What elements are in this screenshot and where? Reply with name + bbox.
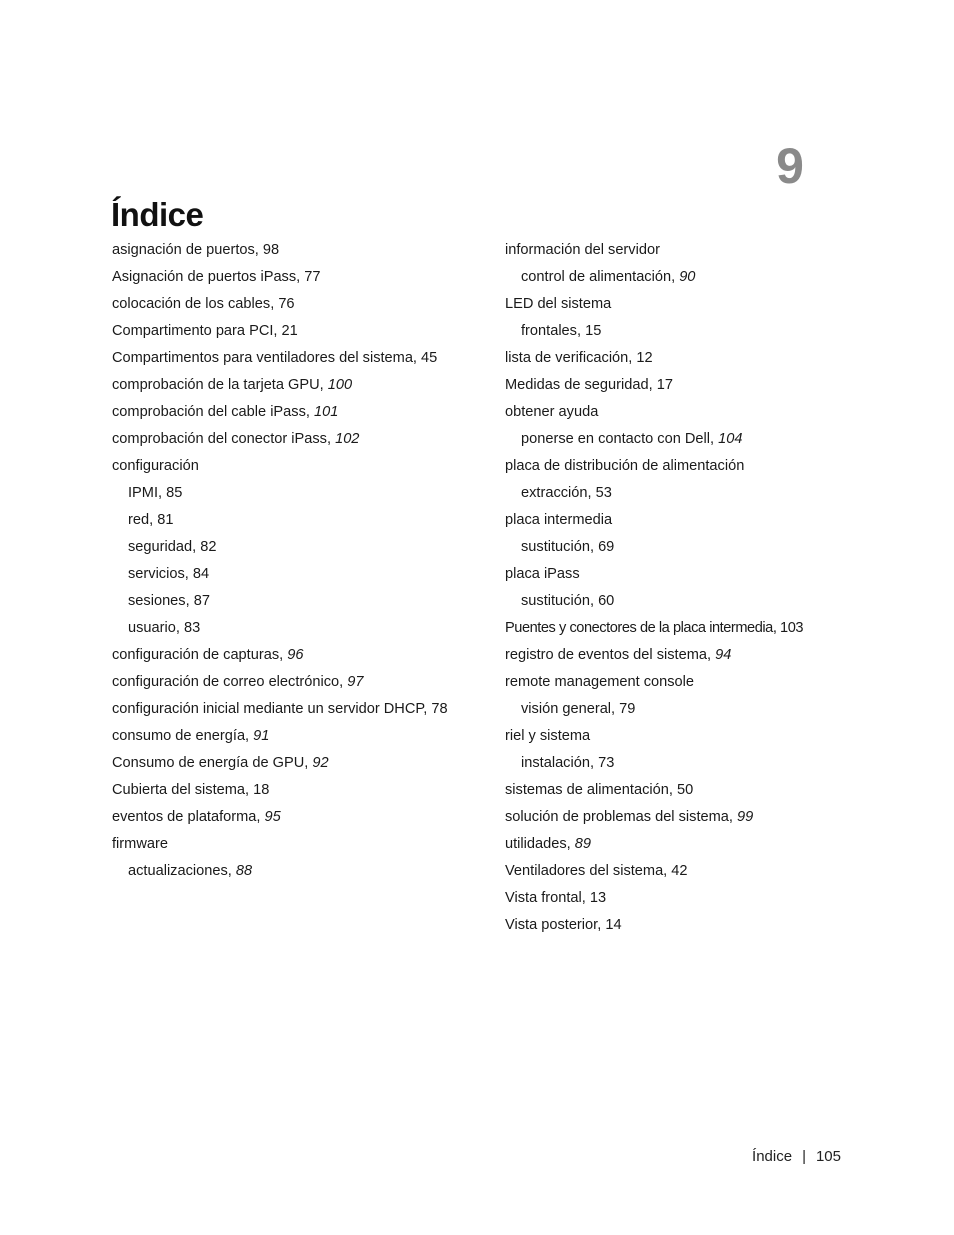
index-term: comprobación del conector iPass, [112,430,336,447]
index-entry [505,614,845,641]
index-page-number: 77 [304,268,321,285]
index-page-number: 89 [574,835,592,852]
index-entry [112,344,462,371]
index-subentry [505,587,845,614]
index-entry [505,830,845,857]
index-entry [112,830,462,857]
index-term: configuración de capturas, [112,646,288,663]
index-subentry [112,614,462,641]
index-entry [112,749,462,776]
index-entry [505,803,845,830]
index-page-number: 102 [335,430,360,447]
index-page-number: 81 [157,511,174,528]
index-entry [112,668,462,695]
index-entry [505,668,845,695]
index-column-left [112,236,462,884]
index-page-number: 91 [253,727,270,744]
index-entry [505,911,845,938]
index-subentry [505,533,845,560]
index-term: Compartimentos para ventiladores del sistema, [112,349,422,366]
chapter-number: 9 [776,138,804,194]
index-entry [505,641,845,668]
index-term: remote management console [505,673,695,690]
index-term: control de alimentación, [521,268,680,285]
index-entry [112,317,462,344]
index-page-number: 17 [656,376,673,393]
index-page-number: 78 [431,700,448,717]
index-term: registro de eventos del sistema, [505,646,716,663]
index-entry [112,290,462,317]
index-term: comprobación del cable iPass, [112,403,314,420]
index-entry [505,776,845,803]
index-entry [505,506,845,533]
index-entry [112,803,462,830]
index-entry [505,884,845,911]
index-page-number: 82 [200,538,217,555]
index-entry [112,776,462,803]
index-term: placa iPass [505,565,580,582]
index-term: placa intermedia [505,511,613,528]
index-entry [112,371,462,398]
index-term: Puentes y conectores de la placa intermedia, [505,619,781,636]
index-page-number: 13 [589,889,607,906]
index-entry [112,695,462,722]
index-subentry [505,479,845,506]
index-term: configuración de correo electrónico, [112,673,348,690]
index-term: actualizaciones, [128,862,236,879]
index-page-number: 84 [192,565,210,582]
index-entry [505,857,845,884]
index-term: configuración inicial mediante un servidor DHCP, [112,700,432,717]
index-term: seguridad, [128,538,201,555]
index-entry [112,236,462,263]
index-page-number: 90 [679,268,696,285]
index-page-number: 100 [327,376,353,393]
index-entry [505,236,845,263]
index-term: frontales, [521,322,586,339]
index-page-number: 87 [193,592,210,609]
index-entry [112,398,462,425]
index-entry [505,722,845,749]
index-page-number: 18 [253,781,270,798]
index-page-number: 99 [737,808,754,825]
index-term: consumo de energía, [112,727,254,744]
index-subentry [505,317,845,344]
index-term: ponerse en contacto con Dell, [521,430,719,447]
index-term: Vista posterior, [505,916,606,933]
index-term: utilidades, [505,835,575,852]
index-page-number: 60 [598,592,615,609]
index-page-number: 94 [715,646,732,663]
index-page-number: 76 [278,295,295,312]
index-subentry [112,560,462,587]
footer-page-number: 105 [815,1148,841,1165]
index-page-number: 98 [262,241,280,258]
index-page-number: 95 [264,808,281,825]
index-term: sustitución, [521,592,599,609]
index-term: Consumo de energía de GPU, [112,754,313,771]
index-page-number: 85 [166,484,183,501]
index-page-number: 53 [595,484,612,501]
index-subentry [505,263,845,290]
index-term: comprobación de la tarjeta GPU, [112,376,328,393]
index-page-number: 12 [636,349,653,366]
index-term: IPMI, [128,484,167,501]
index-page-number: 88 [235,862,253,879]
index-term: visión general, [521,700,620,717]
index-subentry [505,425,845,452]
index-term: Medidas de seguridad, [505,376,657,393]
index-term: Cubierta del sistema, [112,781,254,798]
index-page-number: 14 [605,916,622,933]
footer-separator: | [802,1148,806,1165]
index-entry [505,452,845,479]
index-page-number: 73 [598,754,615,771]
index-entry [505,344,845,371]
index-term: riel y sistema [505,727,591,744]
index-term: Vista frontal, [505,889,590,906]
index-term: firmware [112,835,168,852]
index-subentry [505,695,845,722]
index-page-number: 79 [619,700,636,717]
footer-section: Índice [752,1148,793,1165]
index-page-number: 104 [718,430,743,447]
index-entry [112,452,462,479]
index-entry [505,560,845,587]
index-term: configuración [112,457,199,474]
index-page-number: 45 [421,349,438,366]
index-term: información del servidor [505,241,660,258]
index-term: servicios, [128,565,193,582]
index-page-number: 92 [312,754,329,771]
page-footer [752,1148,841,1165]
index-term: Ventiladores del sistema, [505,862,672,879]
index-page-number: 15 [585,322,602,339]
index-term: instalación, [521,754,599,771]
index-subentry [112,587,462,614]
index-page-number: 83 [183,619,201,636]
index-term: lista de verificación, [505,349,637,366]
index-page-number: 42 [671,862,688,879]
page-title: Índice [111,196,204,233]
index-page-number: 97 [347,673,364,690]
index-term: solución de problemas del sistema, [505,808,737,825]
index-term: sustitución, [521,538,599,555]
index-subentry [112,533,462,560]
index-term: obtener ayuda [505,403,599,420]
index-term: Asignación de puertos iPass, [112,268,305,285]
index-entry [505,398,845,425]
index-entry [112,641,462,668]
index-term: sesiones, [128,592,194,609]
index-term: placa de distribución de alimentación [505,457,745,474]
index-subentry [112,506,462,533]
index-term: eventos de plataforma, [112,808,265,825]
index-term: usuario, [128,619,184,636]
index-page-number: 101 [314,403,339,420]
index-subentry [112,857,462,884]
index-entry [505,371,845,398]
index-term: sistemas de alimentación, [505,781,677,798]
index-column-right [505,236,845,938]
index-entry [112,263,462,290]
index-page-number: 96 [287,646,304,663]
index-term: Compartimento para PCI, [112,322,282,339]
index-entry [112,425,462,452]
index-term: colocación de los cables, [112,295,279,312]
index-entry [505,290,845,317]
index-page-number: 69 [598,538,615,555]
index-term: extracción, [521,484,596,501]
index-term: LED del sistema [505,295,612,312]
index-page-number: 50 [676,781,694,798]
index-page-number: 21 [281,322,298,339]
index-entry [112,722,462,749]
index-term: asignación de puertos, [112,241,263,258]
index-subentry [505,749,845,776]
index-page-number: 103 [780,619,804,636]
index-subentry [112,479,462,506]
index-term: red, [128,511,158,528]
